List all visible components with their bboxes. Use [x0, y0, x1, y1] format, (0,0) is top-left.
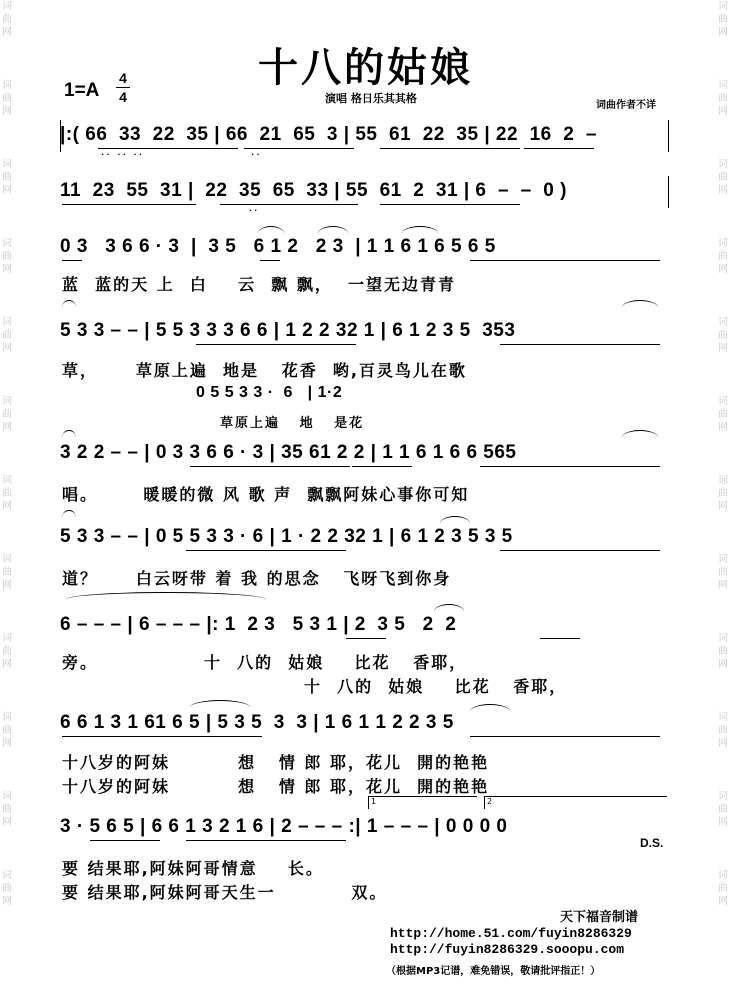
- watermark-text: 词曲网: [718, 238, 728, 275]
- watermark-text: 词曲网: [718, 80, 728, 117]
- footer-title: 天下福音制谱: [560, 910, 639, 925]
- slur: [66, 592, 266, 607]
- notation-line: 6 – – – | 6 – – – |: 1 2 3 5 3 1 | 2 3 5 2 2: [60, 614, 457, 635]
- barline: [60, 120, 61, 152]
- beam: [480, 466, 660, 467]
- beam: [524, 148, 594, 149]
- watermark-right: [716, 0, 730, 1005]
- lyric-line: 蓝 蓝的天 上 白 云 飘 飘， 一望无边青青: [62, 275, 456, 294]
- key-signature: 1=A: [64, 80, 100, 101]
- lyric-line: 旁。 十 八的 姑娘 比花 香耶，: [62, 653, 468, 672]
- beam: [500, 550, 660, 551]
- octave-dots: ·· ·· ··: [100, 150, 144, 160]
- footer-note: （根据MP3记谱，难免错误，敬请批评指正！）: [386, 966, 601, 977]
- watermark-text: 词曲网: [2, 1, 12, 38]
- beam: [220, 204, 358, 205]
- beam: [62, 260, 82, 261]
- slur: [470, 704, 510, 719]
- time-signature: [116, 70, 130, 105]
- watermark-text: 词曲网: [718, 633, 728, 670]
- beam: [186, 840, 346, 841]
- watermark-text: 词曲网: [718, 870, 728, 907]
- notation-line: 6 6 1 3 1 61 6 5 | 5 3 5 3 3 | 1 6 1 1 2 2 3 5: [60, 712, 454, 733]
- beam: [62, 204, 196, 205]
- watermark-text: 词曲网: [2, 712, 12, 749]
- barline: [668, 176, 669, 208]
- watermark-text: 词曲网: [2, 791, 12, 828]
- slur: [622, 430, 658, 445]
- watermark-text: 词曲网: [2, 554, 12, 591]
- volta-bracket-1: 1: [368, 796, 477, 809]
- singer-credit: 演唱 格日乐其其格: [325, 92, 417, 105]
- watermark-left: [0, 0, 14, 1005]
- watermark-text: 词曲网: [2, 238, 12, 275]
- volta-bracket-2: 2: [484, 796, 667, 809]
- lyric-line-2: 十 八的 姑娘 比花 香耶，: [304, 677, 568, 696]
- beam: [260, 260, 280, 261]
- beam: [98, 148, 238, 149]
- watermark-text: 词曲网: [718, 396, 728, 433]
- watermark-text: 词曲网: [718, 317, 728, 354]
- octave-dots: ··: [226, 206, 259, 216]
- watermark-text: 词曲网: [2, 633, 12, 670]
- slur: [62, 300, 76, 315]
- lyric-line: 唱。 暖暖的微 风 歌 声 飘飘阿妹心事你可知: [62, 485, 470, 504]
- beam: [540, 638, 580, 639]
- time-signature-top: 4: [119, 70, 127, 86]
- song-title: 十八的姑娘: [258, 45, 473, 91]
- beam: [244, 148, 354, 149]
- notation-line: 3 · 5 6 5 | 6 6 1 3 2 1 6 | 2 – – – :| 1 – – – | 0 0 0 0: [60, 816, 508, 837]
- watermark-text: 词曲网: [2, 870, 12, 907]
- slur: [622, 300, 658, 315]
- footer-url-2[interactable]: http://fuyin8286329.sooopu.com: [390, 942, 625, 957]
- notation-line: |:( 66 33 22 35 | 66 21 65 3 | 55 61 22 35 | 22 16 2 –: [60, 124, 598, 145]
- lyric-line-2: 十八岁的阿妹 想 情 郎 耶，花儿 開的艳艳: [62, 777, 490, 796]
- octave-dots: ··: [250, 150, 261, 160]
- lyric-line: 道？ 白云呀带 着 我 的思念 飞呀飞到你身: [62, 569, 452, 588]
- footer-url-1[interactable]: http://home.51.com/fuyin8286329: [390, 926, 632, 941]
- notation-line: 0 3 3 6 6 · 3 | 3 5 6 1 2 2 3 | 1 1 6 1 6 5 6 5: [60, 236, 496, 257]
- beam: [186, 550, 346, 551]
- beam: [90, 840, 160, 841]
- lyric-line: 要 结果耶,阿妹阿哥情意 长。: [62, 859, 324, 878]
- watermark-text: 词曲网: [2, 475, 12, 512]
- slur: [62, 510, 76, 525]
- composer-credit: 词曲作者不详: [596, 100, 656, 111]
- notation-line: 3 2 2 – – | 0 3 3 6 6 · 3 | 35 61 2 2 | 1 1 6 1 6 6 565: [60, 442, 517, 463]
- beam: [62, 736, 262, 737]
- lyric-line: 草， 草原上遍 地是 花香 哟,百灵鸟儿在歌: [62, 361, 467, 380]
- watermark-text: 词曲网: [718, 1, 728, 38]
- da-segno-mark: D.S.: [640, 836, 664, 850]
- beam: [470, 736, 660, 737]
- beam: [190, 466, 350, 467]
- alternate-lyric: 草原上遍 地 是花: [220, 416, 365, 431]
- lyric-line: 十八岁的阿妹 想 情 郎 耶，花儿 開的艳艳: [62, 753, 490, 772]
- alternate-notation: 0 5 5 3 3 · 6 | 1·2: [196, 384, 343, 401]
- watermark-text: 词曲网: [2, 80, 12, 117]
- notation-line: 5 3 3 – – | 5 5 3 3 3 6 6 | 1 2 2 32 1 | 6 1 2 3 5 353: [60, 320, 516, 341]
- watermark-text: 词曲网: [718, 554, 728, 591]
- barline: [668, 120, 669, 152]
- beam: [500, 344, 660, 345]
- time-signature-bottom: 4: [119, 89, 127, 105]
- watermark-text: 词曲网: [718, 712, 728, 749]
- notation-line: 11 23 55 31 | 22 35 65 33 | 55 61 2 31 | 6 – – 0 ): [60, 180, 567, 201]
- watermark-text: 词曲网: [2, 317, 12, 354]
- watermark-text: 词曲网: [718, 159, 728, 196]
- beam: [352, 466, 412, 467]
- beam: [470, 260, 660, 261]
- beam: [196, 344, 356, 345]
- beam: [380, 204, 520, 205]
- beam: [346, 638, 386, 639]
- beam: [380, 148, 520, 149]
- watermark-text: 词曲网: [2, 396, 12, 433]
- watermark-text: 词曲网: [718, 475, 728, 512]
- watermark-text: 词曲网: [2, 159, 12, 196]
- notation-line: 5 3 3 – – | 0 5 5 3 3 · 6 | 1 · 2 2 32 1 | 6 1 2 3 5 3 5: [60, 526, 513, 547]
- lyric-line-2: 要 结果耶,阿妹阿哥天生一 双。: [62, 883, 388, 902]
- watermark-text: 词曲网: [718, 791, 728, 828]
